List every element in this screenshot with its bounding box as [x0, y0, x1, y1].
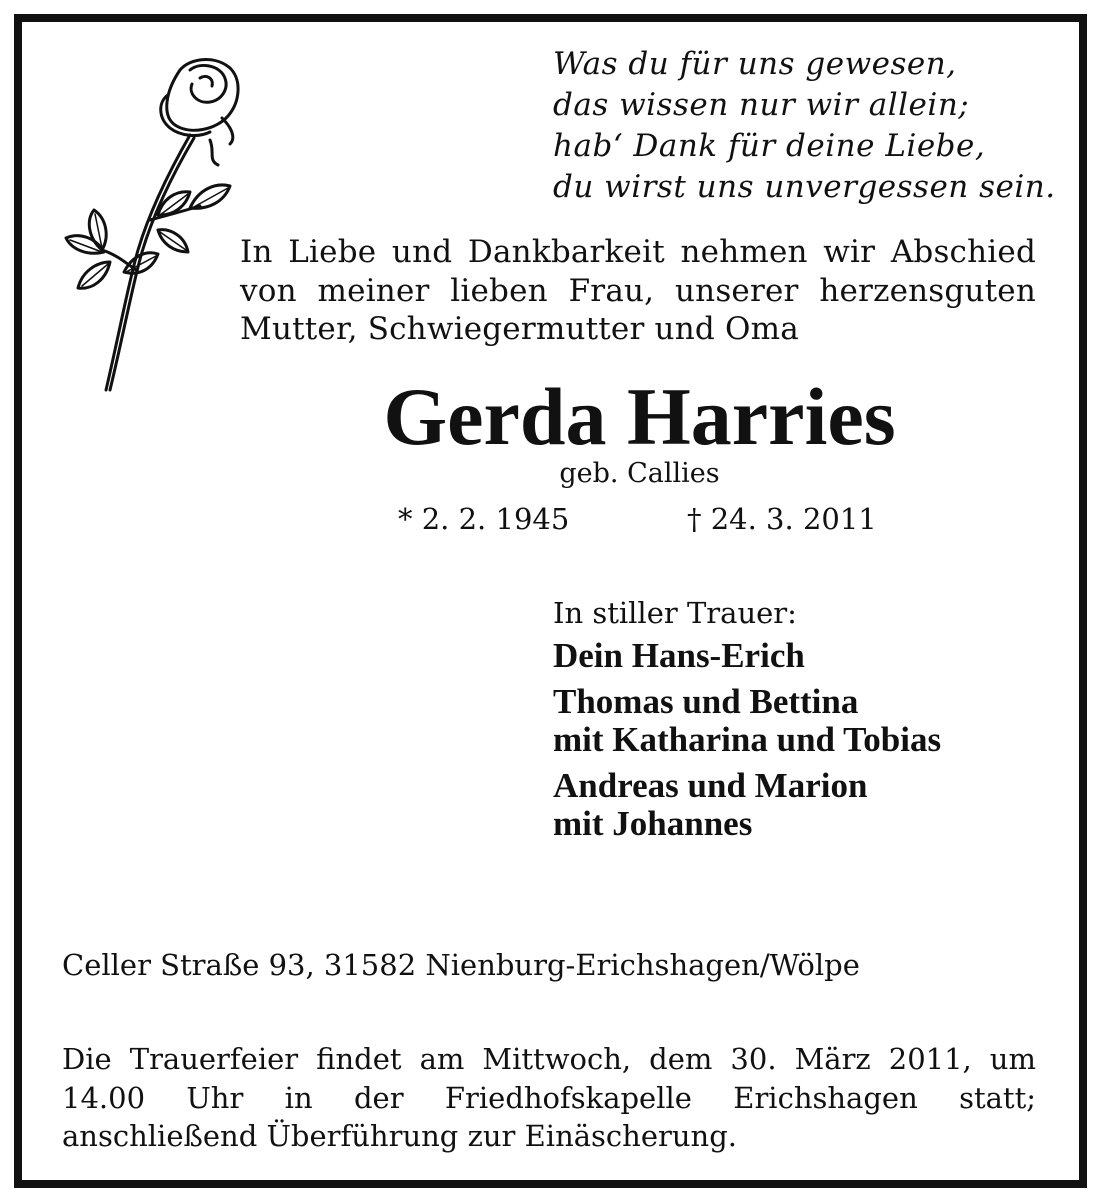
intro-text: In Liebe und Dankbarkeit nehmen wir Abschied von meiner lieben Frau, unserer herzensguten Mutter, Schwiegermutter und Oma: [240, 234, 1036, 347]
deceased-name: Gerda Harries: [383, 371, 896, 462]
family-line: mit Johannes: [553, 804, 753, 843]
poem-line: das wissen nur wir allein;: [553, 87, 970, 123]
born-name: geb. Callies: [559, 458, 720, 489]
family-line: mit Katharina und Tobias: [553, 720, 942, 759]
address: Celler Straße 93, 31582 Nienburg-Erichshagen/Wölpe: [62, 948, 860, 982]
poem-line: Was du für uns gewesen,: [553, 46, 957, 82]
poem-line: hab‘ Dank für deine Liebe,: [553, 128, 986, 164]
poem: [553, 44, 1056, 208]
service-info: Die Trauerfeier findet am Mittwoch, dem 30. März 2011, um 14.00 Uhr in der Friedhofskapelle Erichshagen statt; anschließend Überführung zur Einäscherung.: [62, 1042, 1036, 1153]
family-group: [553, 637, 1053, 675]
family-line: Andreas und Marion: [553, 766, 868, 805]
mourners-section: [553, 595, 1053, 851]
birth-date: * 2. 2. 1945: [398, 502, 570, 536]
mourners-label: In stiller Trauer:: [553, 596, 797, 630]
family-line: Dein Hans-Erich: [553, 636, 805, 675]
family-group: [553, 767, 1053, 843]
family-group: [553, 683, 1053, 759]
family-line: Thomas und Bettina: [553, 682, 859, 721]
death-date: † 24. 3. 2011: [687, 502, 877, 536]
rose-illustration: [40, 40, 240, 400]
poem-line: du wirst uns unvergessen sein.: [553, 169, 1056, 205]
